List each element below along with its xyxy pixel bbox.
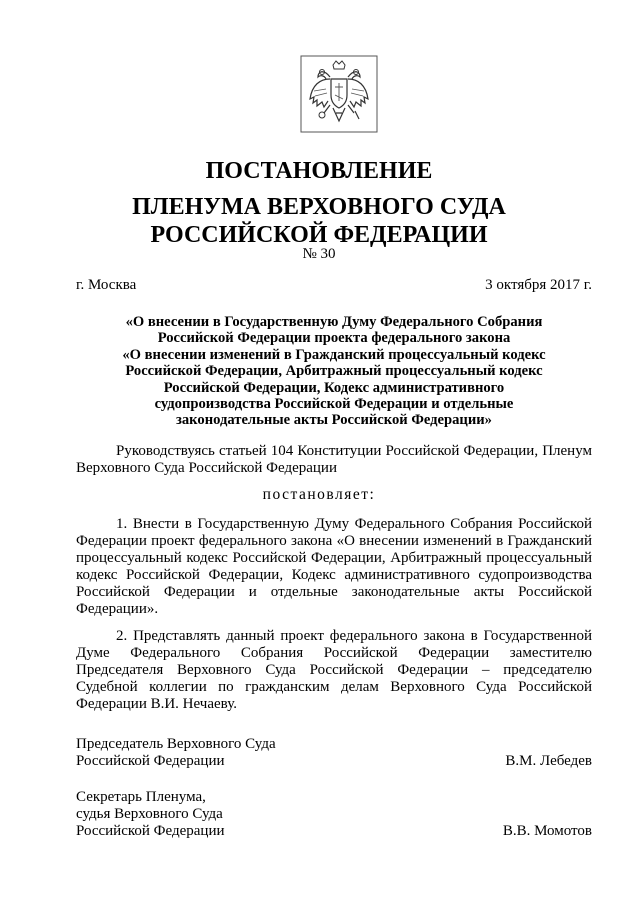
subject-line: Российской Федерации, Арбитражный процессуальный кодекс: [125, 363, 543, 380]
signatory-2-title: [76, 789, 225, 840]
signatory-title-line: Председатель Верховного Суда: [76, 736, 276, 752]
signatory-1-name: В.М. Лебедев: [505, 753, 592, 769]
document-subject: [76, 314, 592, 429]
subject-line: судопроизводства Российской Федерации и отдельные: [154, 396, 514, 413]
subject-line: Российской Федерации проекта федерального закона: [157, 330, 511, 347]
signatory-title-line: Секретарь Пленума,: [76, 789, 206, 805]
document-date: 3 октября 2017 г.: [485, 277, 592, 293]
signatory-2-name: В.В. Момотов: [502, 823, 592, 839]
document-type-title: ПОСТАНОВЛЕНИЕ: [205, 158, 433, 184]
subject-line: «О внесении в Государственную Думу Федерального Собрания: [125, 314, 543, 330]
clause-1-paragraph: 1. Внести в Государственную Думу Федерального Собрания Российской Федерации проект федерального закона «О внесении изменений в Гражданский процессуальный кодекс Российской Федерации, Арбитражный процессуальный кодекс Российской Федерации, Кодекс административного судопроизводства Российской Федерации и отдельные законодательные акты Российской Федерации».: [76, 516, 592, 617]
signatory-title-line: Российской Федерации: [76, 753, 225, 769]
resolves-heading: постановляет:: [262, 486, 376, 503]
issuer-title-line2: РОССИЙСКОЙ ФЕДЕРАЦИИ: [150, 222, 488, 248]
subject-line: «О внесении изменений в Гражданский процессуальный кодекс: [122, 346, 546, 363]
subject-line: законодательные акты Российской Федерации»: [176, 412, 492, 429]
issuer-title-line1: ПЛЕНУМА ВЕРХОВНОГО СУДА: [132, 194, 506, 220]
intro-paragraph: Руководствуясь статьей 104 Конституции Российской Федерации, Пленум Верховного Суда Российской Федерации: [76, 443, 592, 476]
document-place: г. Москва: [76, 277, 137, 293]
signatory-title-line: судья Верховного Суда: [76, 806, 223, 822]
signatory-1-title: [76, 736, 276, 770]
double-headed-eagle-icon: [300, 55, 378, 133]
document-number: № 30: [302, 246, 336, 262]
signatory-title-line: Российской Федерации: [76, 823, 225, 839]
clause-2-paragraph: 2. Представлять данный проект федерального закона в Государственной Думе Федерального Собрания Российской Федерации заместителю Председателя Верховного Суда Российской Федерации – председателю Судебной коллегии по гражданским делам Верховного Суда Российской Федерации В.И. Нечаеву.: [76, 628, 592, 712]
coat-of-arms-emblem: [300, 55, 378, 133]
subject-line: Российской Федерации, Кодекс административного: [163, 379, 505, 396]
